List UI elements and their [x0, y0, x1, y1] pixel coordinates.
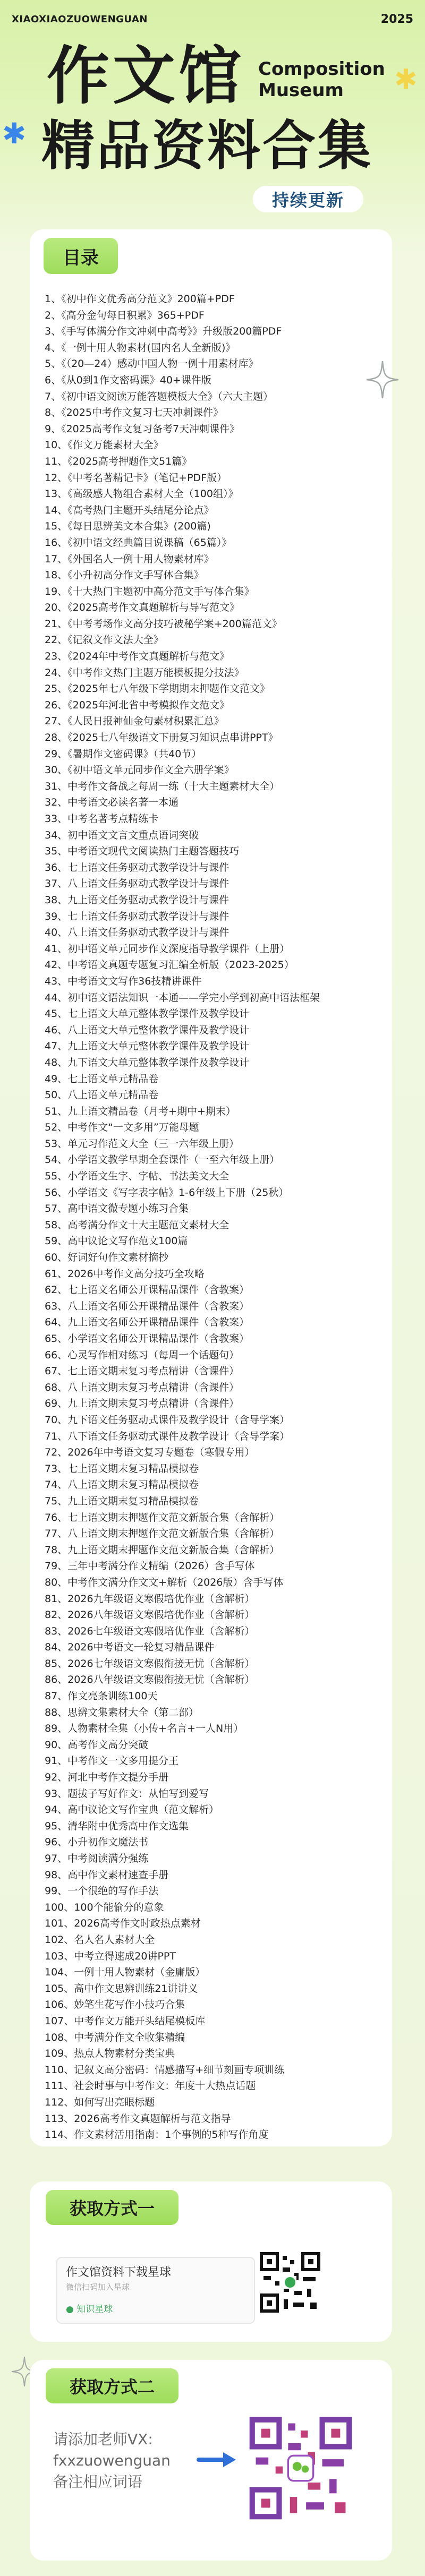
toc-item: 64、九上语文名师公开课精品课件（含教案） [45, 1316, 250, 1329]
toc-item: 109、热点人物素材分类宝典 [45, 2048, 175, 2060]
toc-item: 66、心灵写作相对练习（每周一个话题句） [45, 1349, 240, 1361]
contact-line1: 请添加老师VX: [53, 2430, 153, 2448]
toc-item: 51、九上语文精品卷（月考+期中+期末） [45, 1105, 236, 1117]
toc-item: 97、中考阅读满分强练 [45, 1853, 149, 1864]
top-bar [12, 13, 413, 25]
toc-item: 22、《记叙文作文法大全》 [45, 634, 164, 646]
toc-item: 106、妙笔生花写作小技巧合集 [45, 1999, 185, 2011]
toc-item: 56、小学语文《写字表字帖》1-6年级上下册（25秋） [45, 1186, 289, 1199]
method1-title: 获取方式一 [46, 2190, 178, 2225]
toc-item: 90、高考作文高分突破 [45, 1739, 149, 1751]
toc-item: 53、单元习作范文大全（三一六年级上册） [45, 1137, 240, 1150]
toc-item: 107、中考作文万能开头结尾模板库 [45, 2015, 206, 2027]
toc-item: 87、作文亮条训练100天 [45, 1690, 158, 1702]
planet-icon: ● [66, 2304, 74, 2315]
toc-item: 81、2026九年级语文寒假培优作业（含解析） [45, 1593, 255, 1605]
toc-item: 60、好词好句作文素材摘抄 [45, 1252, 169, 1264]
toc-item: 91、中考作文一文多用提分王 [45, 1755, 179, 1767]
toc-item: 25、《2025年七八年级下学期期末押题作文范文》 [45, 683, 270, 695]
toc-item: 92、河北中考作文提分手册 [45, 1771, 169, 1784]
toc-item: 29、《暑期作文密码课》（共40节） [45, 748, 202, 760]
toc-item: 45、七上语文大单元整体教学课件及教学设计 [45, 1008, 250, 1020]
toc-item: 41、初中语文单元同步作文深度指导教学课件（上册） [45, 943, 290, 955]
toc-item: 21、《中考考场作文高分技巧被秘学案+200篇范文》 [45, 618, 282, 630]
toc-item: 6、《从0到1作文密码课》40+课件版 [45, 374, 211, 386]
toc-item: 94、高中议论文写作宝典（范文解析） [45, 1804, 219, 1816]
toc-item: 57、高中语文微专题小练习合集 [45, 1203, 189, 1215]
toc-item: 13、《高级感人物组合素材大全（100组）》 [45, 488, 239, 500]
toc-item: 28、《2025七八年级语文下册复习知识点串讲PPT》 [45, 732, 278, 744]
toc-item: 39、七上语文任务驱动式教学设计与课件 [45, 910, 230, 922]
toc-item: 15、《每日思辨美文本合集》(200篇) [45, 520, 211, 533]
toc-item: 82、2026八年级语文寒假培优作业（含解析） [45, 1609, 255, 1621]
toc-item: 19、《十大热门主题初中高分范文手写体合集》 [45, 585, 254, 597]
blue-star-icon: ✱ [2, 117, 27, 150]
planet-logo-label: 知识星球 [76, 2304, 113, 2315]
toc-item: 43、中考语文文写作36技精讲课件 [45, 975, 202, 987]
hero-banner [0, 32, 425, 223]
toc-item: 80、中考作文满分作文文+解析（2026版）含手写体 [45, 1576, 284, 1588]
toc-item: 68、八上语文期末复习考点精讲（含课件） [45, 1381, 240, 1393]
toc-item: 55、小学语文生字、字帖、书法美文大全 [45, 1170, 230, 1183]
toc-item: 31、中考作文备战之每周一练（十大主题素材大全） [45, 780, 280, 792]
contact-line3: 备注相应词语 [53, 2473, 143, 2491]
toc-item: 98、高中作文素材速查手册 [45, 1869, 169, 1881]
toc-item: 110、记叙文高分密码：情感描写+细节刻画专项训练 [45, 2064, 285, 2076]
toc-item: 26、《2025年河北省中考模拟作文范文》 [45, 699, 230, 711]
toc-item: 70、九下语文任务驱动式课件及教学设计（含导学案） [45, 1414, 290, 1426]
toc-item: 61、2026中考作文高分技巧全攻略 [45, 1268, 205, 1280]
toc-item: 7、《初中语文阅读万能答题模板大全》（六大主题） [45, 390, 274, 403]
toc-item: 99、一个很绝的写作手法 [45, 1885, 159, 1897]
toc-item: 71、八下语文任务驱动式课件及教学设计（含导学案） [45, 1430, 290, 1442]
toc-item: 111、社会时事与中考作文：年度十大热点话题 [45, 2080, 256, 2092]
toc-item: 20、《2025高考作文真题解析与导写范文》 [45, 602, 240, 614]
toc-item: 103、中考立得速成20讲PPT [45, 1950, 176, 1962]
toc-item: 86、2026八年级语文寒假衔接无忧（含解析） [45, 1674, 255, 1686]
update-badge: 持续更新 [253, 186, 363, 212]
hero-title-line1: 作文馆 [47, 39, 245, 113]
toc-item: 14、《高考热门主题开头结尾分论点》 [45, 504, 214, 516]
toc-item: 47、九上语文大单元整体教学课件及教学设计 [45, 1040, 250, 1052]
toc-item: 33、中考名著考点精练卡 [45, 813, 159, 825]
toc-item: 10、《作文万能素材大全》 [45, 439, 164, 451]
toc-list [45, 291, 390, 2143]
toc-item: 8、《2025中考作文复习七天冲刺课件》 [45, 407, 223, 419]
toc-item: 11、《2025高考押题作文51篇》 [45, 455, 192, 467]
toc-item: 23、《2024年中考作文真题解析与范文》 [45, 651, 230, 663]
toc-item: 84、2026中考语文一轮复习精品课件 [45, 1641, 215, 1654]
year-label: 2025 [380, 12, 413, 26]
toc-item: 114、作文素材活用指南：1个事例的5种写作角度 [45, 2129, 269, 2141]
toc-item: 2、《高分金句每日积累》365+PDF [45, 309, 205, 321]
toc-item: 63、八上语文名师公开课精品课件（含教案） [45, 1300, 250, 1312]
toc-item: 24、《中考作文热门主题万能模板提分技法》 [45, 666, 244, 679]
hero-english-line2: Museum [258, 80, 344, 101]
toc-item: 49、七上语文单元精品卷 [45, 1073, 159, 1085]
toc-item: 72、2026年中考语文复习专题卷（寒假专用） [45, 1447, 255, 1459]
toc-item: 108、中考满分作文全收集精编 [45, 2031, 185, 2043]
toc-item: 112、如何写出亮眼标题 [45, 2096, 155, 2108]
toc-item: 77、八上语文期末押题作文范文新版合集（含解析） [45, 1528, 280, 1540]
toc-item: 67、七上语文期末复习考点精讲（含课件） [45, 1365, 240, 1377]
toc-item: 38、九上语文任务驱动式教学设计与课件 [45, 894, 230, 906]
planet-logo [66, 2301, 113, 2315]
toc-item: 5、《（20—24）感动中国人物一例十用素材库》 [45, 358, 259, 370]
toc-item: 16、《初中语文经典篇目说课稿（65篇）》 [45, 536, 232, 549]
toc-title: 目录 [44, 238, 118, 274]
contact-wechat-id[interactable]: fxxzuowenguan [53, 2452, 171, 2469]
toc-item: 48、九下语文大单元整体教学课件及教学设计 [45, 1056, 250, 1068]
yellow-star-icon: ✱ [394, 64, 418, 96]
toc-item: 34、初中语文文言文重点语词突破 [45, 829, 199, 841]
toc-item: 40、八上语文任务驱动式教学设计与课件 [45, 927, 230, 939]
hero-english-line1: Composition [258, 58, 385, 80]
toc-item: 9、《2025高考作文复习备考7天冲刺课件》 [45, 423, 240, 435]
toc-item: 73、七上语文期末复习精品模拟卷 [45, 1462, 199, 1475]
toc-item: 101、2026高考作文时政热点素材 [45, 1918, 201, 1930]
toc-item: 58、高考满分作文十大主题范文素材大全 [45, 1219, 230, 1231]
wechat-qr-code-icon [249, 2416, 353, 2520]
toc-item: 113、2026高考作文真题解析与范文指导 [45, 2112, 231, 2125]
hero-title-english [258, 58, 385, 101]
toc-item: 105、高中作文思辨训练21讲讲义 [45, 1982, 198, 1995]
toc-item: 65、小学语文名师公开课精品课件（含教案） [45, 1333, 250, 1345]
toc-item: 44、初中语文语法知识一本通——学完小学到初高中语法框架 [45, 991, 320, 1004]
method2-title: 获取方式二 [46, 2368, 178, 2403]
toc-item: 102、名人名人素材大全 [45, 1933, 155, 1946]
toc-item: 89、人物素材全集（小传+名言+一人N用） [45, 1723, 244, 1735]
planet-card-title: 作文馆资料下载星球 [66, 2266, 172, 2279]
toc-item: 1、《初中作文优秀高分范文》200篇+PDF [45, 293, 235, 305]
hero-title-line2: 精品资料合集 [41, 115, 373, 177]
toc-item: 50、八上语文单元精品卷 [45, 1089, 159, 1101]
toc-item: 104、一例十用人物素材（金庸版） [45, 1966, 206, 1979]
toc-item: 27、《人民日报神仙金句素材积累汇总》 [45, 715, 224, 728]
toc-item: 85、2026七年级语文寒假衔接无忧（含解析） [45, 1657, 255, 1670]
toc-item: 95、清华附中优秀高中作文选集 [45, 1820, 189, 1832]
toc-item: 42、中考语文真题专题复习汇编全析版（2023-2025） [45, 959, 294, 971]
toc-item: 78、九上语文期末押题作文范文新版合集（含解析） [45, 1544, 280, 1556]
toc-item: 18、《小升初高分作文手写体合集》 [45, 569, 204, 581]
toc-item: 17、《外国名人一例十用人物素材库》 [45, 553, 214, 565]
toc-item: 52、中考作文“一文多用”万能母题 [45, 1122, 199, 1134]
toc-item: 62、七上语文名师公开课精品课件（含教案） [45, 1284, 250, 1296]
toc-item: 54、小学语文教学早期全套课件（一至六年级上册） [45, 1154, 280, 1166]
brand-label: XIAOXIAOZUOWENGUAN [12, 13, 148, 25]
toc-item: 93、题拔子写好作文：从怕写到爱写 [45, 1787, 209, 1800]
toc-item: 74、八上语文期末复习精品模拟卷 [45, 1479, 199, 1491]
toc-item: 32、中考语文必读名著一本通 [45, 797, 179, 809]
toc-item: 35、中考语文现代文阅读热门主题答题技巧 [45, 845, 240, 858]
toc-item: 30、《初中语文单元同步作文全六册学案》 [45, 764, 234, 776]
toc-item: 69、九上语文期末复习考点精讲（含课件） [45, 1398, 240, 1410]
toc-item: 37、八上语文任务驱动式教学设计与课件 [45, 878, 230, 890]
planet-card-subtitle: 微信扫码加入星球 [66, 2282, 130, 2292]
toc-item: 59、高中议论文写作范文100篇 [45, 1235, 188, 1247]
toc-item: 76、七上语文期末押题作文范文新版合集（含解析） [45, 1511, 280, 1524]
arrow-right-icon [197, 2449, 239, 2472]
toc-item: 83、2026七年级语文寒假培优作业（含解析） [45, 1625, 255, 1637]
qr-code-icon [259, 2252, 321, 2313]
toc-item: 12、《中考名著精记卡》（笔记+PDF版） [45, 472, 227, 484]
toc-item: 96、小升初作文魔法书 [45, 1836, 149, 1848]
toc-item: 75、九上语文期末复习精品模拟卷 [45, 1495, 199, 1507]
toc-item: 36、七上语文任务驱动式教学设计与课件 [45, 861, 230, 874]
toc-item: 3、《手写体满分作文冲刺中高考》》升级版200篇PDF [45, 326, 282, 338]
toc-item: 46、八上语文大单元整体教学课件及教学设计 [45, 1024, 250, 1036]
toc-item: 100、100个能偷分的意象 [45, 1901, 164, 1913]
toc-item: 4、《一例十用人物素材(国内名人全新版)》 [45, 341, 236, 354]
toc-item: 88、思辨文集素材大全（第二部） [45, 1706, 199, 1718]
toc-item: 79、三年中考满分作文精编（2026）含手写体 [45, 1560, 255, 1572]
